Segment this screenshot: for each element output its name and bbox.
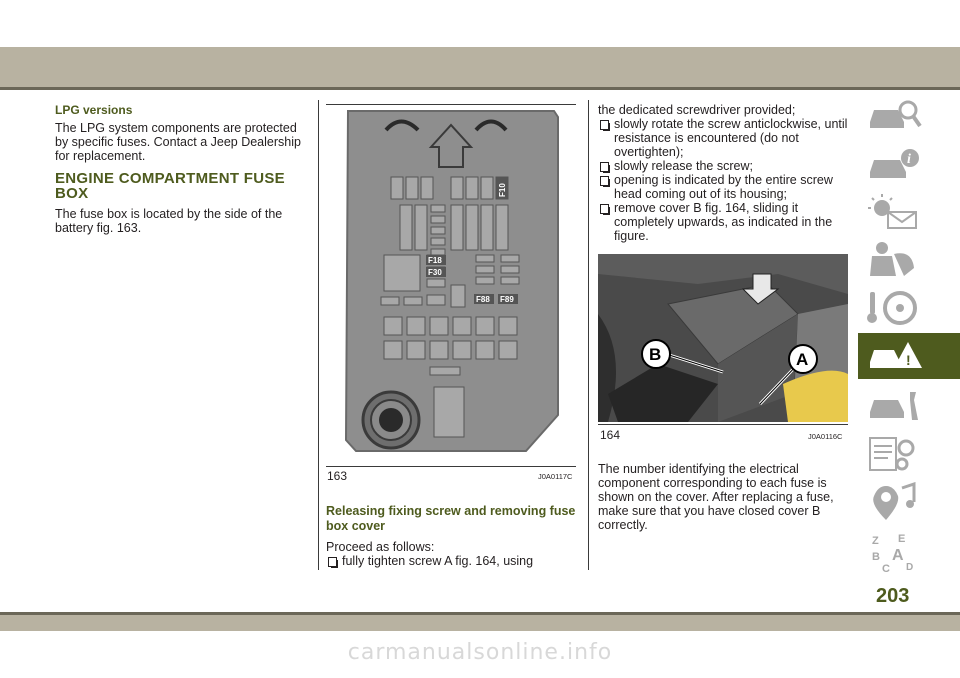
figure-163-rule (326, 466, 576, 467)
engine-bay-photo (598, 254, 848, 422)
figure-164-rule (598, 424, 848, 425)
proceed-text: Proceed as follows: (326, 540, 435, 554)
figure-164-code: J0A0116C (808, 432, 843, 441)
footer-band (0, 615, 960, 631)
music-location-icon (864, 482, 924, 522)
continued-text: the dedicated screwdriver provided; (598, 103, 796, 117)
engine-fuse-text: The fuse box is located by the side of the battery fig. 163. (55, 207, 283, 235)
checkbox-bullet-icon (328, 557, 337, 567)
tab-dashboard-info[interactable] (858, 141, 960, 187)
bullet-item: slowly release the screw; (598, 159, 848, 173)
page-number: 203 (876, 585, 910, 607)
figure-163 (326, 104, 576, 465)
left-column (55, 103, 305, 241)
right-column (598, 103, 848, 243)
bullet-item: remove cover B fig. 164, sliding it completely upwards, as indicated in the figure. (598, 201, 848, 243)
photo-label-a: A (796, 350, 809, 369)
fuse-box-cover-illustration (326, 105, 576, 465)
svg-text:B: B (872, 551, 880, 563)
sun-mail-icon (864, 192, 924, 232)
tab-index[interactable] (858, 527, 960, 573)
tab-multimedia[interactable] (858, 479, 960, 525)
car-wrench-icon (864, 386, 924, 426)
fuse-label-f30: F30 (428, 268, 442, 277)
svg-text:E: E (898, 533, 906, 545)
steering-wheel-icon (864, 288, 924, 328)
header-band (0, 47, 960, 87)
checkbox-bullet-icon (600, 120, 609, 130)
car-warning-icon (864, 336, 924, 376)
bullet-item: fully tighten screw A fig. 164, using (326, 554, 578, 568)
tab-warning-lights[interactable] (858, 189, 960, 235)
svg-text:Z: Z (872, 535, 879, 547)
figure-164-number: 164 (600, 428, 621, 442)
svg-text:!: ! (906, 352, 911, 368)
svg-text:D: D (906, 562, 914, 573)
car-search-icon (864, 96, 924, 136)
tab-technical-data[interactable] (858, 431, 960, 477)
right-column-closing (598, 462, 848, 538)
checkbox-bullet-icon (600, 204, 609, 214)
tab-starting-driving[interactable] (858, 285, 960, 331)
bullet-item: slowly rotate the screw anticlockwise, until resistance is encountered (do not overtighten); (598, 117, 848, 159)
watermark: carmanualsonline.info (347, 640, 613, 665)
heading-engine-fuse-box: ENGINE COMPARTMENT FUSE BOX (55, 170, 285, 202)
tab-emergency[interactable] (858, 333, 960, 379)
heading-releasing-screw: Releasing fixing screw and removing fuse box cover (326, 504, 576, 533)
figure-163-code: J0A0117C (538, 472, 573, 481)
alphabet-index-icon (864, 530, 924, 574)
fuse-label-f89: F89 (500, 295, 514, 304)
document-gear-icon (864, 434, 924, 474)
bullet-item: opening is indicated by the entire screw head coming out of its housing; (598, 173, 848, 201)
photo-label-b: B (649, 345, 662, 364)
seat-safety-icon (864, 240, 924, 280)
svg-text:A: A (892, 547, 904, 564)
svg-text:i: i (907, 152, 911, 167)
tab-dashboard-search[interactable] (858, 93, 960, 139)
column-divider-left (318, 100, 319, 570)
figure-164 (598, 254, 848, 422)
car-info-icon (864, 144, 924, 184)
fuse-label-f10: F10 (498, 183, 507, 197)
checkbox-bullet-icon (600, 176, 609, 186)
lpg-text: The LPG system components are protected by specific fuses. Contact a Jeep Dealership for replacement. (55, 121, 301, 163)
fuse-label-f18: F18 (428, 256, 442, 265)
heading-lpg-versions: LPG versions (55, 103, 133, 117)
figure-163-number: 163 (327, 469, 348, 483)
tab-safety[interactable] (858, 237, 960, 283)
tab-servicing[interactable] (858, 383, 960, 429)
closing-text: The number identifying the electrical component corresponding to each fuse is shown on the cover. After replacing a fuse, make sure that you have closed cover B correctly. (598, 462, 834, 532)
middle-column (326, 504, 578, 568)
header-rule (0, 87, 960, 90)
fuse-label-f88: F88 (476, 295, 490, 304)
svg-text:C: C (882, 563, 890, 574)
column-divider-right (588, 100, 589, 570)
checkbox-bullet-icon (600, 162, 609, 172)
